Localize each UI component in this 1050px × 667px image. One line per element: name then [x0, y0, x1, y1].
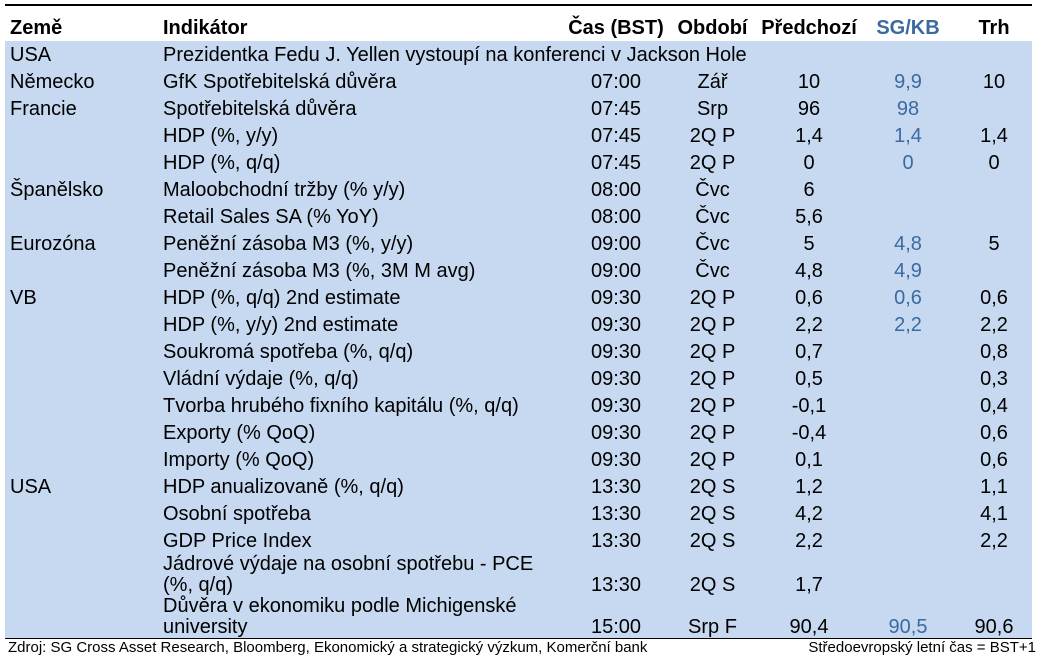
table-row: [5, 311, 1032, 338]
table-row: [5, 527, 1032, 554]
indicator-cell: Důvěra v ekonomiku podle Michigenské university: [160, 596, 565, 638]
table-row: [5, 68, 1032, 95]
table-row: [5, 257, 1032, 284]
indicator-cell: Jádrové výdaje na osobní spotřebu - PCE (%, q/q): [160, 554, 565, 596]
time-cell: 09:00: [565, 257, 667, 284]
sgkb-forecast-cell: 90,5: [860, 596, 956, 638]
sgkb-forecast-cell: 4,8: [860, 230, 956, 257]
period-cell: 2Q S: [667, 554, 758, 596]
table-row: [5, 203, 1032, 230]
period-cell: 2Q P: [667, 365, 758, 392]
calendar-table: [5, 4, 1032, 639]
time-cell: 13:30: [565, 554, 667, 596]
header-previous: Předchozí: [758, 6, 860, 41]
period-cell: 2Q P: [667, 338, 758, 365]
indicator-cell: GfK Spotřebitelská důvěra: [160, 68, 565, 95]
indicator-cell: Osobní spotřeba: [160, 500, 565, 527]
market-consensus-cell: [956, 554, 1032, 596]
period-cell: 2Q S: [667, 500, 758, 527]
table-row: [5, 149, 1032, 176]
country-cell: USA: [5, 473, 160, 500]
table-row: [5, 554, 1032, 596]
header-market: Trh: [956, 6, 1032, 41]
table-row: [5, 338, 1032, 365]
time-cell: 09:30: [565, 284, 667, 311]
country-cell: Španělsko: [5, 176, 160, 203]
table-row: [5, 392, 1032, 419]
sgkb-forecast-cell: [860, 365, 956, 392]
table-row: [5, 596, 1032, 638]
market-consensus-cell: 5: [956, 230, 1032, 257]
table-body: [5, 41, 1032, 638]
previous-cell: 0,7: [758, 338, 860, 365]
time-cell: 09:30: [565, 311, 667, 338]
country-cell: [5, 527, 160, 554]
time-cell: 13:30: [565, 473, 667, 500]
period-cell: Zář: [667, 68, 758, 95]
indicator-cell: Maloobchodní tržby (% y/y): [160, 176, 565, 203]
header-row: [5, 6, 1032, 41]
sgkb-forecast-cell: [860, 203, 956, 230]
country-cell: [5, 203, 160, 230]
sgkb-forecast-cell: 2,2: [860, 311, 956, 338]
market-consensus-cell: 1,4: [956, 122, 1032, 149]
time-cell: 07:45: [565, 122, 667, 149]
table-row: [5, 122, 1032, 149]
time-cell: 08:00: [565, 203, 667, 230]
period-cell: Čvc: [667, 203, 758, 230]
table-row: [5, 41, 1032, 68]
time-cell: 09:30: [565, 419, 667, 446]
country-cell: Eurozóna: [5, 230, 160, 257]
period-cell: Srp: [667, 95, 758, 122]
time-cell: 09:30: [565, 365, 667, 392]
table-row: [5, 95, 1032, 122]
sgkb-forecast-cell: 4,9: [860, 257, 956, 284]
time-cell: 09:30: [565, 392, 667, 419]
table-row: [5, 365, 1032, 392]
country-cell: [5, 149, 160, 176]
time-cell: 09:00: [565, 230, 667, 257]
previous-cell: 10: [758, 68, 860, 95]
period-cell: Srp F: [667, 596, 758, 638]
country-cell: [5, 554, 160, 596]
timezone-note: Středoevropský letní čas = BST+1: [808, 639, 1036, 656]
indicator-cell: Spotřebitelská důvěra: [160, 95, 565, 122]
market-consensus-cell: [956, 176, 1032, 203]
table-row: [5, 473, 1032, 500]
period-cell: Čvc: [667, 176, 758, 203]
sgkb-forecast-cell: 9,9: [860, 68, 956, 95]
country-cell: [5, 500, 160, 527]
table-row: [5, 446, 1032, 473]
period-cell: 2Q P: [667, 446, 758, 473]
table-row: [5, 284, 1032, 311]
sgkb-forecast-cell: 98: [860, 95, 956, 122]
market-consensus-cell: 0,4: [956, 392, 1032, 419]
time-cell: 07:45: [565, 149, 667, 176]
previous-cell: 2,2: [758, 311, 860, 338]
period-cell: 2Q P: [667, 122, 758, 149]
market-consensus-cell: 10: [956, 68, 1032, 95]
market-consensus-cell: 1,1: [956, 473, 1032, 500]
market-consensus-cell: 2,2: [956, 527, 1032, 554]
time-cell: 13:30: [565, 527, 667, 554]
previous-cell: 2,2: [758, 527, 860, 554]
header-time: Čas (BST): [565, 6, 667, 41]
economic-calendar: [5, 4, 1032, 639]
sgkb-forecast-cell: [860, 446, 956, 473]
indicator-cell: Exporty (% QoQ): [160, 419, 565, 446]
period-cell: Čvc: [667, 257, 758, 284]
table-row: [5, 500, 1032, 527]
country-cell: [5, 122, 160, 149]
header-country: Země: [5, 6, 160, 41]
period-cell: 2Q S: [667, 473, 758, 500]
previous-cell: 5: [758, 230, 860, 257]
indicator-cell: Peněžní zásoba M3 (%, 3M M avg): [160, 257, 565, 284]
table-row: [5, 419, 1032, 446]
time-cell: 13:30: [565, 500, 667, 527]
period-cell: 2Q P: [667, 149, 758, 176]
indicator-cell: HDP anualizovaně (%, q/q): [160, 473, 565, 500]
previous-cell: 1,7: [758, 554, 860, 596]
time-cell: 07:00: [565, 68, 667, 95]
indicator-cell: HDP (%, y/y): [160, 122, 565, 149]
country-cell: VB: [5, 284, 160, 311]
table-header: [5, 6, 1032, 41]
market-consensus-cell: 4,1: [956, 500, 1032, 527]
previous-cell: 0: [758, 149, 860, 176]
sgkb-forecast-cell: [860, 473, 956, 500]
market-consensus-cell: 0,6: [956, 446, 1032, 473]
time-cell: 07:45: [565, 95, 667, 122]
period-cell: 2Q P: [667, 284, 758, 311]
header-indicator: Indikátor: [160, 6, 565, 41]
market-consensus-cell: 90,6: [956, 596, 1032, 638]
table-row: [5, 176, 1032, 203]
period-cell: 2Q P: [667, 392, 758, 419]
indicator-cell: HDP (%, q/q): [160, 149, 565, 176]
market-consensus-cell: [956, 257, 1032, 284]
previous-cell: 90,4: [758, 596, 860, 638]
previous-cell: 5,6: [758, 203, 860, 230]
country-cell: [5, 419, 160, 446]
indicator-cell: Peněžní zásoba M3 (%, y/y): [160, 230, 565, 257]
previous-cell: 6: [758, 176, 860, 203]
country-cell: [5, 365, 160, 392]
market-consensus-cell: 0,6: [956, 419, 1032, 446]
time-cell: 09:30: [565, 446, 667, 473]
previous-cell: 1,4: [758, 122, 860, 149]
sgkb-forecast-cell: [860, 176, 956, 203]
time-cell: 08:00: [565, 176, 667, 203]
previous-cell: 0,5: [758, 365, 860, 392]
indicator-cell: HDP (%, y/y) 2nd estimate: [160, 311, 565, 338]
previous-cell: 1,2: [758, 473, 860, 500]
indicator-cell: Importy (% QoQ): [160, 446, 565, 473]
sgkb-forecast-cell: [860, 338, 956, 365]
market-consensus-cell: 0: [956, 149, 1032, 176]
sgkb-forecast-cell: [860, 554, 956, 596]
previous-cell: 0,6: [758, 284, 860, 311]
market-consensus-cell: [956, 95, 1032, 122]
header-period: Období: [667, 6, 758, 41]
sgkb-forecast-cell: 1,4: [860, 122, 956, 149]
country-cell: [5, 338, 160, 365]
previous-cell: -0,4: [758, 419, 860, 446]
country-cell: [5, 596, 160, 638]
sgkb-forecast-cell: 0: [860, 149, 956, 176]
time-cell: 09:30: [565, 338, 667, 365]
indicator-cell: Soukromá spotřeba (%, q/q): [160, 338, 565, 365]
header-sgkb: SG/KB: [860, 6, 956, 41]
indicator-cell: HDP (%, q/q) 2nd estimate: [160, 284, 565, 311]
previous-cell: 4,8: [758, 257, 860, 284]
sgkb-forecast-cell: [860, 527, 956, 554]
country-cell: Německo: [5, 68, 160, 95]
previous-cell: -0,1: [758, 392, 860, 419]
sgkb-forecast-cell: [860, 392, 956, 419]
market-consensus-cell: 2,2: [956, 311, 1032, 338]
market-consensus-cell: 0,3: [956, 365, 1032, 392]
indicator-cell: Tvorba hrubého fixního kapitálu (%, q/q): [160, 392, 565, 419]
table-row: [5, 230, 1032, 257]
market-consensus-cell: 0,8: [956, 338, 1032, 365]
country-cell: [5, 257, 160, 284]
table-footer: [8, 639, 1036, 659]
indicator-cell: Vládní výdaje (%, q/q): [160, 365, 565, 392]
country-cell: [5, 311, 160, 338]
source-note: Zdroj: SG Cross Asset Research, Bloomberg, Ekonomický a strategický výzkum, Komerční bank: [8, 639, 648, 656]
period-cell: 2Q P: [667, 311, 758, 338]
country-cell: [5, 392, 160, 419]
period-cell: 2Q P: [667, 419, 758, 446]
sgkb-forecast-cell: 0,6: [860, 284, 956, 311]
previous-cell: 4,2: [758, 500, 860, 527]
indicator-cell: Retail Sales SA (% YoY): [160, 203, 565, 230]
period-cell: 2Q S: [667, 527, 758, 554]
period-cell: Čvc: [667, 230, 758, 257]
country-cell: [5, 446, 160, 473]
time-cell: 15:00: [565, 596, 667, 638]
market-consensus-cell: [956, 203, 1032, 230]
country-cell: Francie: [5, 95, 160, 122]
previous-cell: 96: [758, 95, 860, 122]
indicator-cell: Prezidentka Fedu J. Yellen vystoupí na konferenci v Jackson Hole: [160, 41, 1032, 68]
market-consensus-cell: 0,6: [956, 284, 1032, 311]
sgkb-forecast-cell: [860, 419, 956, 446]
indicator-cell: GDP Price Index: [160, 527, 565, 554]
previous-cell: 0,1: [758, 446, 860, 473]
sgkb-forecast-cell: [860, 500, 956, 527]
country-cell: USA: [5, 41, 160, 68]
